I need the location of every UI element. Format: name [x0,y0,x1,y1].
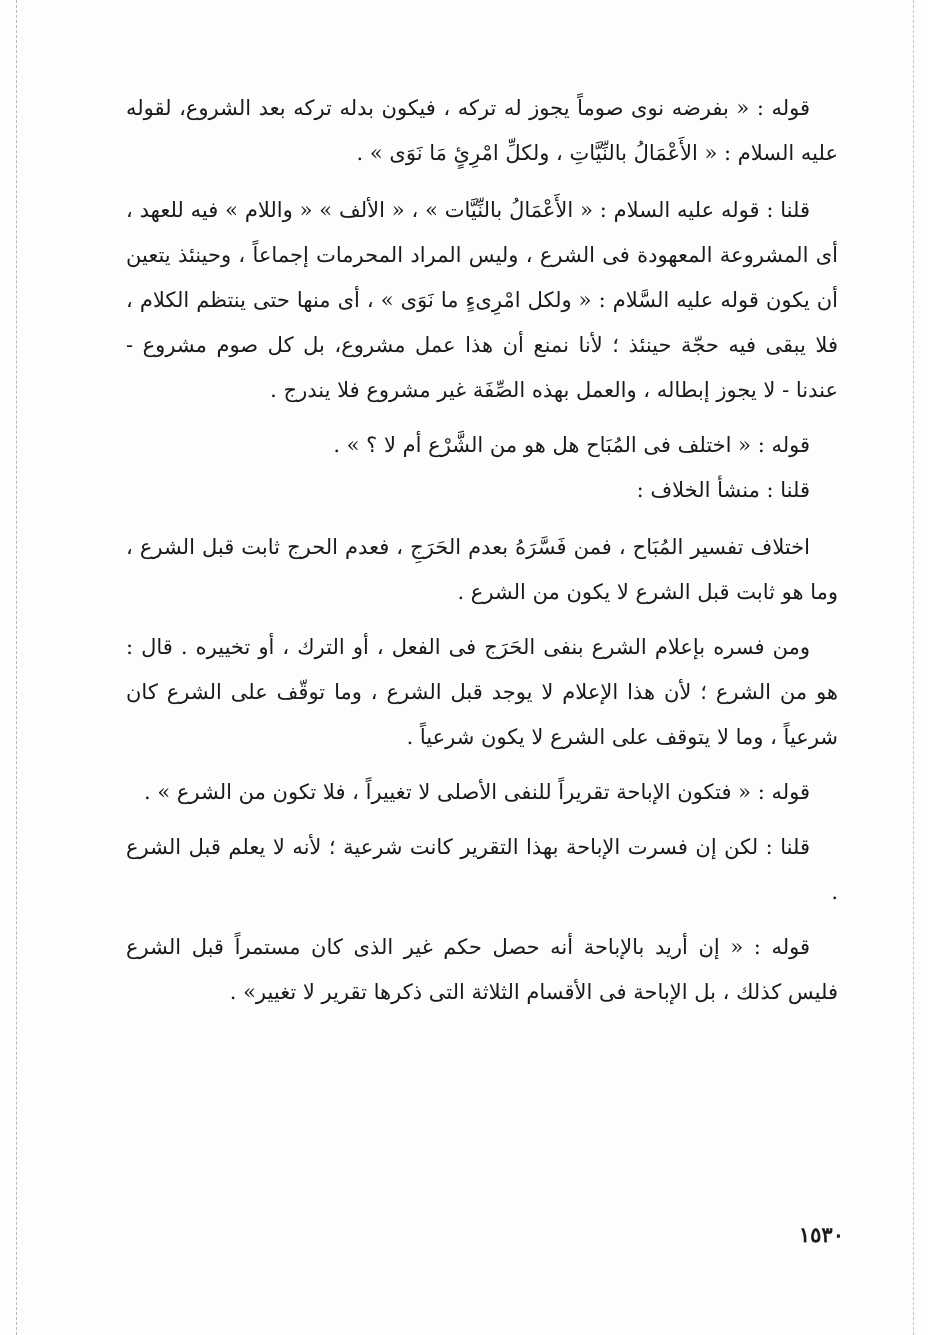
paragraph-7: قوله : « فتكون الإباحة تقريراً للنفى الأصلى لا تغييراً ، فلا تكون من الشرع » . [144,780,810,804]
page-number: ١٥٣٠ [798,1222,844,1247]
page-edge-right [913,0,914,1335]
paragraph-3: قوله : « اختلف فى المُبَاح هل هو من الشَّرْع أم لا ؟ » . [333,433,810,457]
paragraph-1: قوله : « بفرضه نوى صوماً يجوز له تركه ، فيكون بدله تركه بعد الشروع، لقوله عليه السلام : « الأَعْمَالُ بالنِّيَّاتِ ، ولكلِّ امْرِئٍ مَا نَوَى » . [126,96,838,165]
page-edge-left [16,0,17,1335]
paragraph-5: اختلاف تفسير المُبَاح ، فمن فَسَّرَهُ بعدم الحَرَجِ ، فعدم الحرج ثابت قبل الشرع ، وما هو ثابت قبل الشرع لا يكون من الشرع . [126,535,838,604]
paragraph-9: قوله : « إن أريد بالإباحة أنه حصل حكم غير الذى كان مستمراً قبل الشرع فليس كذلك ، بل الإباحة فى الأقسام الثلاثة التى ذكرها تقرير لا تغيير» . [126,935,838,1004]
paragraph-8: قلنا : لكن إن فسرت الإباحة بهذا التقرير كانت شرعية ؛ لأنه لا يعلم قبل الشرع . [126,835,838,904]
paragraph-4: قلنا : منشأ الخلاف : [636,478,810,502]
paragraph-2: قلنا : قوله عليه السلام : « الأَعْمَالُ بالنِّيَّات » ، « الألف » « واللام » فيه للعهد ، أى المشروعة المعهودة فى الشرع ، وليس المراد المحرمات إجماعاً ، وحينئذ يتعين أن يكون قوله عليه السَّلام : « ولكل امْرِىءٍ ما نَوَى » ، أى منها حتى ينتظم الكلام ، فلا يبقى فيه حجّة حينئذ ؛ لأنا نمنع أن هذا عمل مشروع، بل كل صوم مشروع - عندنا - لا يجوز إبطاله ، والعمل بهذه الصِّفَة غير مشروع فلا يندرج . [126,198,838,402]
paragraph-6: ومن فسره بإعلام الشرع بنفى الحَرَج فى الفعل ، أو الترك ، أو تخييره . قال : هو من الشرع ؛ لأن هذا الإعلام لا يوجد قبل الشرع ، وما توقّف على الشرع كان شرعياً ، وما لا يتوقف على الشرع لا يكون شرعياً . [126,635,838,749]
body-text [126,86,838,1015]
